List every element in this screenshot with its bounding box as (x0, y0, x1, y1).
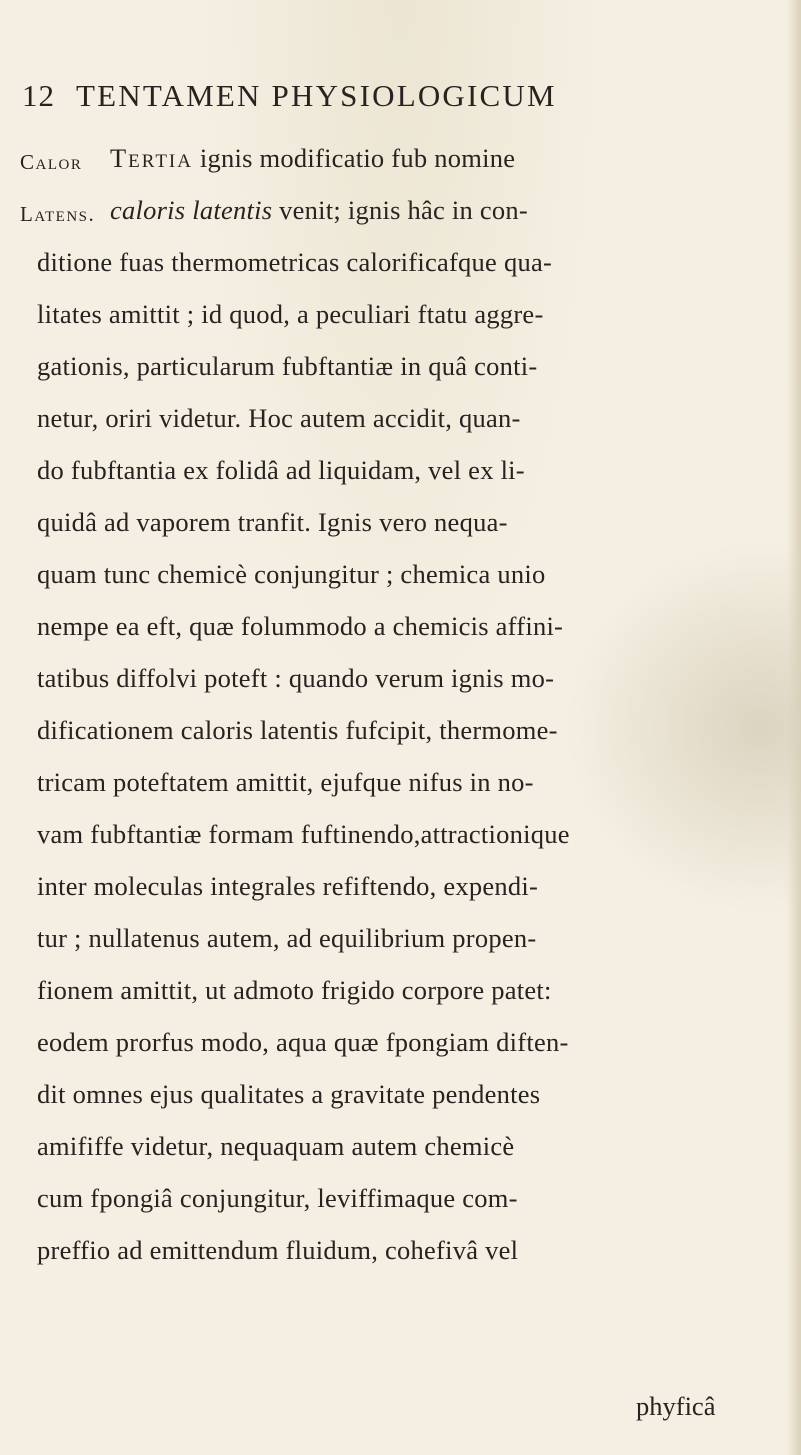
text-line: do fubftantia ex folidâ ad liquidam, vel ex li- (37, 455, 525, 485)
text-line: ditione fuas thermometricas calorificafque qua- (37, 247, 553, 277)
text-line: fionem amittit, ut admoto frigido corpore patet: (37, 975, 552, 1005)
page-edge-shadow (787, 0, 801, 1455)
line-text: ignis modificatio fub nomine (192, 143, 516, 173)
line-text: venit; ignis hâc in con- (272, 195, 529, 225)
text-line: netur, oriri videtur. Hoc autem accidit, quan- (37, 403, 521, 433)
margin-note-latens: Latens. (20, 202, 96, 226)
text-line (110, 132, 515, 184)
catchword: phyficâ (636, 1391, 716, 1421)
text-line: amififfe videtur, nequaquam autem chemicè (37, 1131, 515, 1161)
text-line: quidâ ad vaporem tranfit. Ignis vero nequa- (37, 507, 508, 537)
text-line: litates amittit ; id quod, a peculiari ftatu aggre- (37, 299, 544, 329)
text-line: tatibus diffolvi poteft : quando verum ignis mo- (37, 663, 555, 693)
text-line: cum fpongiâ conjungitur, leviffimaque com- (37, 1183, 518, 1213)
text-line: eodem prorfus modo, aqua quæ fpongiam diften- (37, 1027, 569, 1057)
text-line: vam fubftantiæ formam fuftinendo,attractionique (37, 819, 570, 849)
text-line (110, 184, 528, 236)
page-number: 12 (22, 78, 55, 113)
text-line: tricam poteftatem amittit, ejufque nifus in no- (37, 767, 534, 797)
text-line: dit omnes ejus qualitates a gravitate pendentes (37, 1079, 541, 1109)
margin-note-calor: Calor (20, 150, 83, 174)
text-line: dificationem caloris latentis fufcipit, thermome- (37, 715, 558, 745)
running-head: TENTAMEN PHYSIOLOGICUM (76, 78, 557, 113)
page-header (0, 74, 801, 124)
text-line: quam tunc chemicè conjungitur ; chemica unio (37, 559, 546, 589)
italic-term: caloris latentis (110, 195, 273, 225)
text-line: gationis, particularum fubftantiæ in quâ conti- (37, 351, 538, 381)
section-lead-word: Tertia (110, 143, 193, 173)
text-line: inter moleculas integrales refiftendo, expendi- (37, 871, 539, 901)
text-line: nempe ea eft, quæ folummodo a chemicis affini- (37, 611, 564, 641)
text-line: tur ; nullatenus autem, ad equilibrium propen- (37, 923, 537, 953)
text-line: preffio ad emittendum fluidum, cohefivâ vel (37, 1235, 519, 1265)
